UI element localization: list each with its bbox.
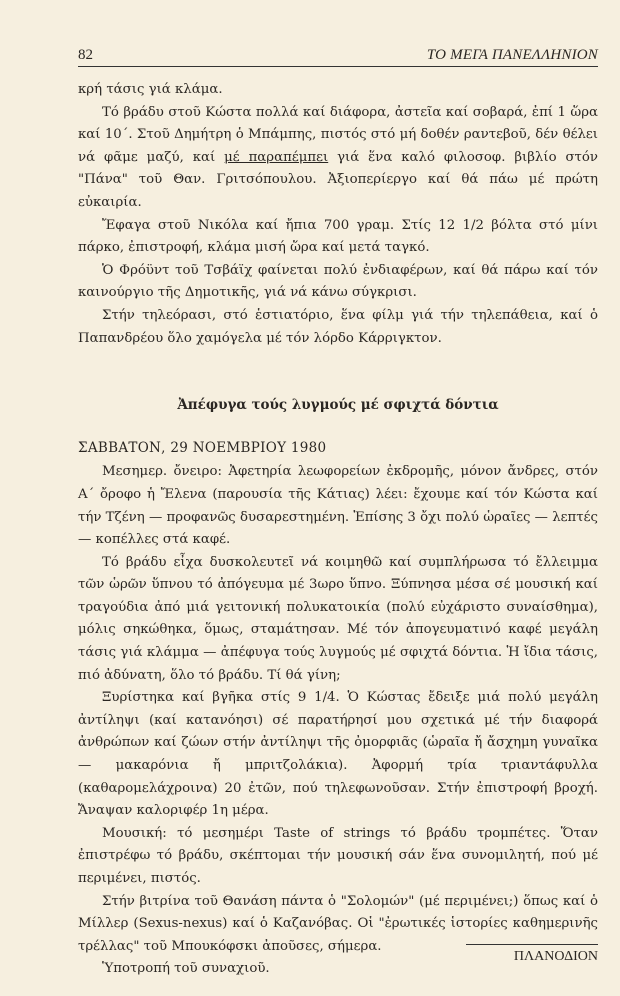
- running-title: ΤΟ ΜΕΓΑ ΠΑΝΕΛΛΗΝΙΟΝ: [426, 47, 598, 63]
- paragraph: κρή τάσις γιά κλάμα.: [78, 82, 223, 97]
- paragraph: Στήν βιτρίνα τοῦ Θανάση πάντα ὁ "Σολομών" (μέ περιμένει;) ὅπως καί ὁ Μίλλερ (Sexus-nexus) καί ὁ Καζανόβας. Οἱ "ἐρωτικές ἱστορίες καθημερινῆς τρέλλας" τοῦ Μπουκόφσκι ἀποῦσες, σήμερα.: [78, 893, 598, 954]
- paragraph: Τό βράδυ εἶχα δυσκολευτεῖ νά κοιμηθῶ καί συμπλήρωσα τό ἔλλειμμα τῶν ὡρῶν ὕπνου τό ἀπόγευμα μέ 3ωρο ὕπνο. Ξύπνησα μέσα σέ μουσική καί τραγούδια ἀπό μιά γειτονική πολυκατοικία (πολύ εὐχάριστο συναίσθημα), μόλις σηκώθηκα, ὅμως, σταμάτησαν. Μέ τόν ἀπογευματινό καφέ μεγάλη τάσις γιά κλάμμα — ἀπέφυγα τούς λυγμούς μέ σφιχτά δόντια. Ἡ ἴδια τάσις, πιό ἀδύνατη, ὅλο τό βράδυ. Τί θά γίνη;: [78, 554, 598, 683]
- paragraph: Μεσημερ. ὄνειρο: Ἀφετηρία λεωφορείων ἐκδρομῆς, μόνον ἄνδρες, στόν Α΄ ὄροφο ἡ Ἔλενα (παρουσία τῆς Κάτιας) λέει: ἔχουμε καί τόν Κώστα καί τήν Τζένη — προφανῶς δυσαρεστημένη. Ἐπίσης 3 ὄχι πολύ ὡραῖες — λεπτές — κοπέλλες στά καφέ.: [78, 464, 598, 548]
- paragraph: Τό βράδυ στοῦ Κώστα πολλά καί διάφορα, ἀστεῖα καί σοβαρά, ἐπί 1 ὥρα καί 10΄. Στοῦ Δημήτρη ὁ Μπάμπης, πιστός στό μή δοθέν ραντεβοῦ, δέν θέλει νά φᾶμε μαζύ, καί μέ παραπέμπει γιά ἕνα καλό φιλοσοφ. βιβλίο στόν "Πάνα" τοῦ Θαν. Γριτσόπουλου. Ἀξιοπερίεργο καί θά πάω μέ πρώτη εὐκαιρία.: [78, 104, 598, 210]
- paragraph: Ὁ Φρόϋντ τοῦ Τσβάϊχ φαίνεται πολύ ἐνδιαφέρων, καί θά πάρω καί τόν καινούργιο τῆς Δημοτικῆς, γιά νά κάνω σύγκρισι.: [78, 262, 598, 301]
- section-title: Ἀπέφυγα τούς λυγμούς μέ σφιχτά δόντια: [177, 397, 499, 414]
- page-number: 82: [78, 47, 93, 63]
- book-page: [78, 40, 598, 981]
- paragraph: Ὑποτροπή τοῦ συναχιοῦ.: [102, 961, 270, 977]
- paragraph: Ἔφαγα στοῦ Νικόλα καί ἤπια 700 γραμ. Στίς 12 1/2 βόλτα στό μίνι πάρκο, ἐπιστροφή, κλάμα μισή ὥρα καί μετά ταγκό.: [78, 217, 598, 256]
- paragraph: Μουσική: τό μεσημέρι Taste of strings τό βράδυ τρομπέτες. Ὅταν ἐπιστρέφω τό βράδυ, σκέπτομαι τήν μουσική σάν ἕνα συνομιλητή, πού μέ περιμένει, πιστός.: [78, 825, 598, 886]
- running-header: [78, 40, 598, 67]
- dateline: ΣΑΒΒΑΤΟΝ, 29 ΝΟΕΜΒΡΙΟΥ 1980: [78, 439, 327, 456]
- underlined-phrase: μέ παραπέμπει: [224, 149, 329, 165]
- paragraph: Ξυρίστηκα καί βγῆκα στίς 9 1/4. Ὁ Κώστας ἔδειξε μιά πολύ μεγάλη ἀντίληψι (καί κατανόησι) σέ παρατήρησί μου σχετικά μέ τήν διαφορά ἀνθρώπων καί ζώων στήν ἀντίληψι τῆς ὀμορφιᾶς (ὡραῖα ἤ ἄσχημη γυναῖκα — μακαρόνια ἤ μπριτζολάκια). Ἀφορμή τρία τριαντάφυλλα (καθαρομελάχροινα) 20 ἐτῶν, πού τηλεφωνοῦσαν. Στήν ἐπιστροφή βροχή. Ἄναψαν καλοριφέρ 1η μέρα.: [78, 690, 598, 819]
- body-text: [78, 79, 598, 981]
- paragraph: Στήν τηλεόρασι, στό ἑστιατόριο, ἕνα φίλμ γιά τήν τηλεπάθεια, καί ὁ Παπανδρέου ὅλο χαμόγελα μέ τόν λόρδο Κάρριγκτον.: [78, 307, 598, 346]
- publication-footer: ΠΛΑΝΟΔΙΟΝ: [466, 944, 598, 965]
